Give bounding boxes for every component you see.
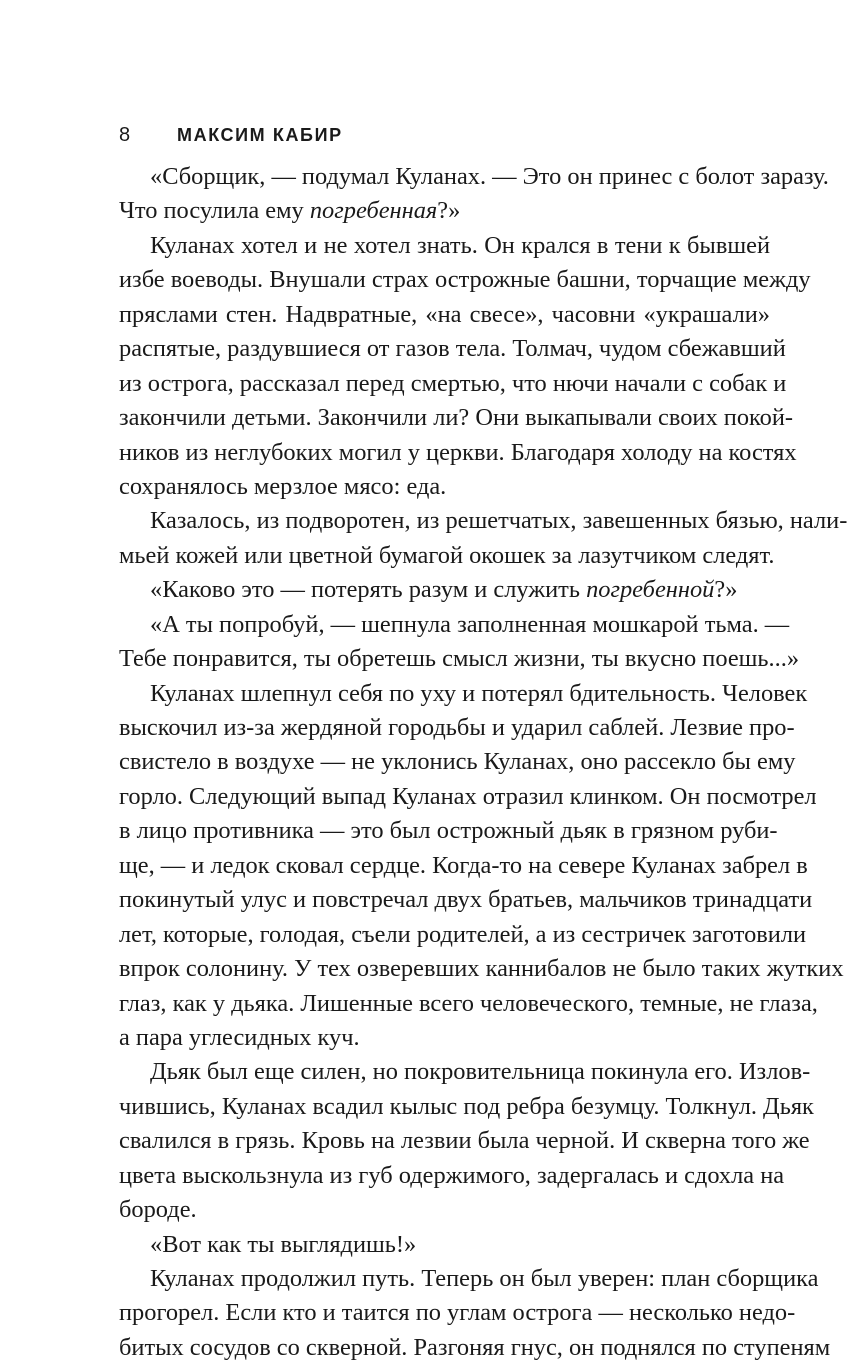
text-segment: «А ты попробуй, — шепнула заполненная мошкарой тьма. — (150, 610, 790, 638)
text-line (119, 608, 790, 642)
text-segment: лет, которые, голодая, съели родителей, а из сестричек заготовили (119, 920, 807, 948)
text-segment: сохранялось мерзлое мясо: еда. (119, 472, 447, 500)
text-segment: ?» (437, 197, 461, 225)
text-line (119, 1296, 796, 1330)
text-segment: пряслами стен. Надвратные, «на свесе», часовни «украшали» (119, 300, 770, 328)
text-segment: «Вот как ты выглядишь!» (150, 1230, 417, 1258)
text-segment: Куланах хотел и не хотел знать. Он крался в тени к бывшей (150, 231, 770, 259)
text-line (119, 642, 800, 676)
text-line (119, 1193, 770, 1227)
text-line (119, 883, 813, 917)
text-line (119, 160, 829, 194)
text-line (119, 952, 844, 986)
text-line (119, 1331, 831, 1365)
text-segment: битых сосудов со скверной. Разгоняя гнус, он поднялся по ступеням (119, 1333, 831, 1361)
text-line (119, 332, 786, 366)
text-segment: Казалось, из подворотен, из решетчатых, завешенных бязью, нали- (150, 507, 848, 535)
text-segment: Куланах продолжил путь. Теперь он был уверен: план сборщика (150, 1265, 819, 1292)
running-head (119, 124, 343, 150)
text-segment: «Сборщик, — подумал Куланах. — Это он принес с болот заразу. (150, 163, 829, 190)
text-line (119, 539, 775, 573)
text-line (119, 263, 811, 297)
italic-word: погребенная (309, 197, 438, 225)
text-line (119, 573, 770, 607)
page-number: 8 (119, 124, 131, 146)
text-segment: Тебе понравится, ты обретешь смысл жизни, ты вкусно поешь...» (119, 645, 800, 673)
text-line (119, 298, 770, 332)
italic-word: погребенной (586, 576, 715, 604)
text-segment: прогорел. Если кто и таится по углам острога — несколько недо- (119, 1299, 796, 1327)
text-segment: в лицо противника — это был острожный дьяк в грязном руби- (119, 817, 778, 845)
text-segment: закончили детьми. Закончили ли? Они выкапывали своих покой- (119, 404, 794, 432)
text-segment: а пара углесидных куч. (119, 1023, 360, 1051)
text-segment: чившись, Куланах всадил кылыс под ребра безумцу. Толкнул. Дьяк (119, 1092, 814, 1120)
text-segment: Куланах шлепнул себя по уху и потерял бдительность. Человек (150, 679, 808, 707)
text-segment: Что посулила ему (119, 197, 310, 225)
text-segment: бороде. (119, 1196, 197, 1224)
text-line (119, 918, 807, 952)
text-segment: избе воеводы. Внушали страх острожные башни, торчащие между (119, 266, 811, 294)
text-line (119, 677, 808, 711)
text-line (119, 194, 770, 228)
text-segment: впрок солонину. У тех озверевших каннибалов не было таких жутких (119, 955, 844, 983)
text-segment: мьей кожей или цветной бумагой окошек за лазутчиком следят. (119, 541, 775, 569)
text-segment: свистело в воздухе — не уклонись Куланах, оно рассекло бы ему (119, 748, 796, 776)
text-line (119, 711, 795, 745)
text-line (119, 229, 770, 263)
text-segment: ?» (714, 576, 738, 604)
text-line (119, 1228, 770, 1262)
text-segment: ще, — и ледок сковал сердце. Когда-то на севере Куланах забрел в (119, 851, 808, 879)
text-segment: «Каково это — потерять разум и служить (150, 576, 587, 604)
text-segment: ников из неглубоких могил у церкви. Благодаря холоду на костях (119, 438, 797, 466)
running-head-author: МАКСИМ КАБИР (177, 125, 343, 145)
text-line (119, 1021, 770, 1055)
text-segment: горло. Следующий выпад Куланах отразил клинком. Он посмотрел (119, 782, 817, 810)
text-line (119, 987, 818, 1021)
text-segment: из острога, рассказал перед смертью, что нючи начали с собак и (119, 369, 787, 397)
text-segment: распятые, раздувшиеся от газов тела. Толмач, чудом сбежавший (119, 335, 786, 363)
text-line (119, 470, 770, 504)
text-line (119, 814, 778, 848)
text-line (119, 1124, 810, 1158)
text-line (119, 436, 797, 470)
text-line (119, 1262, 819, 1296)
text-line (119, 849, 808, 883)
text-line (119, 401, 794, 435)
text-line (119, 1090, 814, 1124)
text-segment: покинутый улус и повстречал двух братьев, мальчиков тринадцати (119, 886, 813, 914)
text-segment: цвета выскользнула из губ одержимого, задергалась и сдохла на (119, 1161, 785, 1189)
text-segment: выскочил из-за жердяной городьбы и ударил саблей. Лезвие про- (119, 714, 795, 741)
body-text (119, 160, 848, 1365)
text-line (119, 1159, 785, 1193)
text-line (119, 367, 787, 401)
text-line (119, 1055, 811, 1089)
text-segment: глаз, как у дьяка. Лишенные всего человеческого, темные, не глаза, (119, 989, 818, 1017)
text-line (119, 745, 796, 779)
text-line (119, 780, 817, 814)
text-segment: свалился в грязь. Кровь на лезвии была черной. И скверна того же (119, 1127, 810, 1155)
text-line (119, 504, 848, 538)
text-segment: Дьяк был еще силен, но покровительница покинула его. Излов- (150, 1058, 811, 1086)
